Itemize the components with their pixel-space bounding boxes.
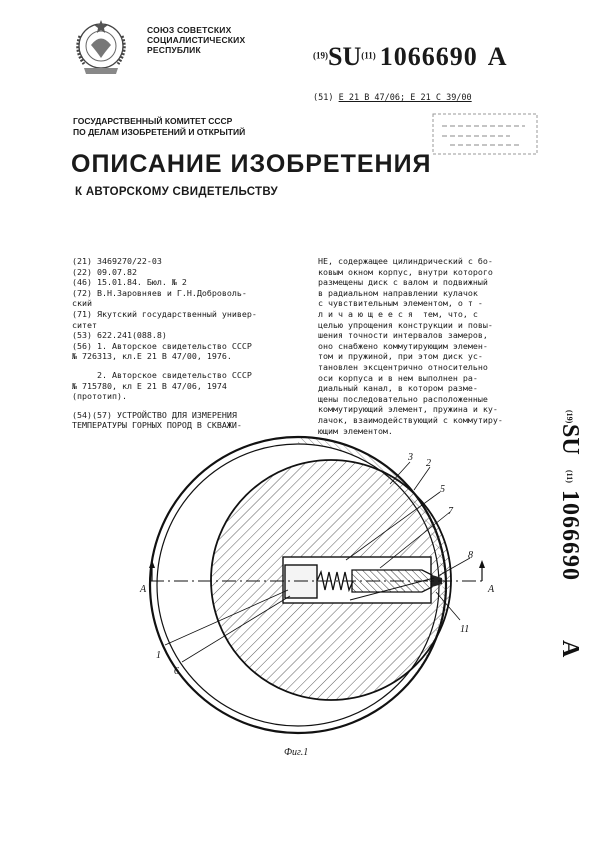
label-1: 1 xyxy=(156,650,161,661)
committee-line-1: ГОСУДАРСТВЕННЫЙ КОМИТЕТ СССР xyxy=(73,116,233,126)
side-number: 1066690 xyxy=(557,490,583,581)
biblio-71: (71) Якутский государственный универ- ситет xyxy=(72,308,257,330)
biblio-46: (46) 15.01.84. Бюл. № 2 xyxy=(72,277,187,288)
side-code-19: (19) xyxy=(565,410,574,424)
biblio-53: (53) 622.241(088.8) xyxy=(72,330,167,341)
label-2: 2 xyxy=(426,458,431,469)
ipc-code: (51) xyxy=(313,93,334,103)
label-8: 8 xyxy=(468,550,473,561)
biblio-22: (22) 09.07.82 xyxy=(72,266,137,277)
document-subtitle: К АВТОРСКОМУ СВИДЕТЕЛЬСТВУ xyxy=(75,186,278,198)
code-11: (11) xyxy=(361,50,376,61)
technical-drawing xyxy=(140,440,500,745)
kind-code: A xyxy=(487,42,507,71)
side-kind: A xyxy=(557,640,583,658)
section-label-right: A xyxy=(488,584,495,595)
code-19: (19) xyxy=(313,50,328,61)
ussr-emblem-icon xyxy=(72,18,130,78)
document-title: ОПИСАНИЕ ИЗОБРЕТЕНИЯ xyxy=(71,150,432,178)
biblio-21: (21) 3469270/22-03 xyxy=(72,256,162,266)
ipc-value: E 21 B 47/06; E 21 C 39/00 xyxy=(338,93,472,103)
label-7: 7 xyxy=(448,506,453,517)
label-6: 6 xyxy=(174,666,179,677)
org-line-3: РЕСПУБЛИК xyxy=(147,45,201,55)
org-line-1: СОЮЗ СОВЕТСКИХ xyxy=(147,25,232,35)
biblio-54-57: (54)(57) УСТРОЙСТВО ДЛЯ ИЗМЕРЕНИЯ ТЕМПЕРАТУРЫ ГОРНЫХ ПОРОД В СКВАЖИ- xyxy=(72,409,242,431)
label-5: 5 xyxy=(440,484,445,495)
biblio-56-ref2: 2. Авторское свидетельство СССР № 715780, кл E 21 B 47/06, 1974 (прототип). xyxy=(72,369,252,402)
vertical-patent-number xyxy=(527,408,583,662)
bibliographic-data xyxy=(72,256,304,431)
state-committee xyxy=(73,116,245,138)
abstract-claim xyxy=(318,256,542,436)
label-11: 11 xyxy=(460,624,470,635)
patent-number: 1066690 xyxy=(379,42,478,71)
biblio-56-ref1: (56) 1. Авторское свидетельство СССР № 726313, кл.E 21 B 47/00, 1976. xyxy=(72,340,252,362)
organization-name xyxy=(147,25,245,55)
abstract-text: НЕ, содержащее цилиндрический с бо- ковым окном корпус, внутри которого размещены диск с валом и подвижный в радиальном направлении кулачок с чувствительным элементом, о т - л и ч а ю щ е е с я тем, что, с целью упрощения конструкции и повы- шения точности интервалов замеров, оно снабжено коммутирующим элемен- том и пружиной, при этом диск ус- тановлен эксцентрично относительно оси корпуса и в нем выполнен ра- диальный канал, в котором разме- щены последовательно расположенные коммутирующий элемент, пружина и ку- лачок, взаимодействующий с коммутиру- ющим элементом. xyxy=(318,256,503,436)
label-3: 3 xyxy=(408,452,413,463)
side-country: SU xyxy=(557,424,583,455)
ipc-classification xyxy=(313,93,472,103)
section-label-left: A xyxy=(140,584,147,595)
patent-number-header xyxy=(313,42,507,72)
side-code-11: (11) xyxy=(565,470,574,483)
org-line-2: СОЦИАЛИСТИЧЕСКИХ xyxy=(147,35,246,45)
biblio-72: (72) В.Н.Заровняев и Г.Н.Доброволь- ский xyxy=(72,287,247,309)
figure-caption: Фиг.1 xyxy=(284,747,309,758)
library-stamp xyxy=(430,110,540,158)
committee-line-2: ПО ДЕЛАМ ИЗОБРЕТЕНИЙ И ОТКРЫТИЙ xyxy=(73,127,246,137)
country-code: SU xyxy=(328,42,362,71)
